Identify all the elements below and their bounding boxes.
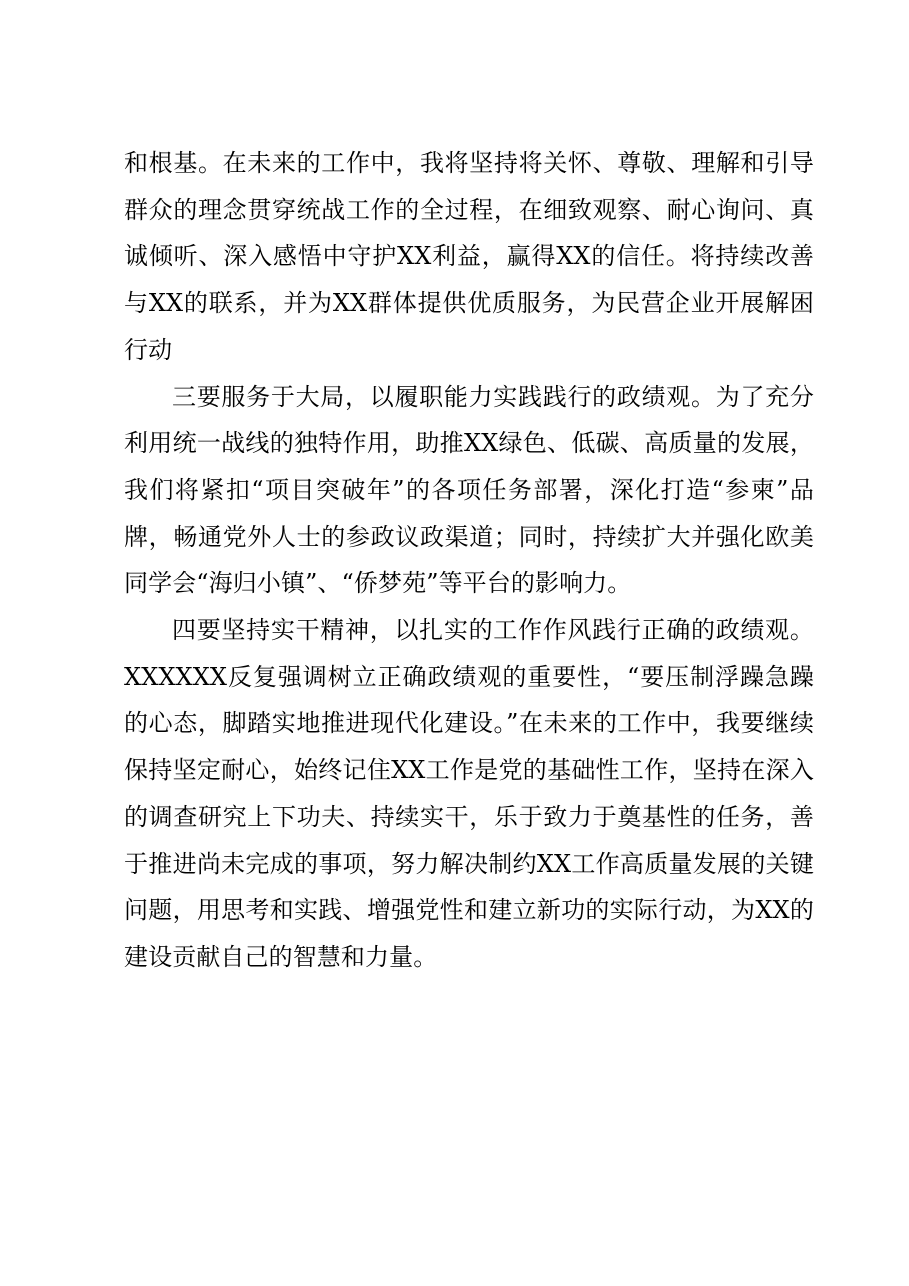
paragraph-continuation: 和根基。在未来的工作中，我将坚持将关怀、尊敬、理解和引导群众的理念贯穿统战工作的全过程，在细致观察、耐心询问、真诚倾听、深入感悟中守护XX利益，赢得XX的信任。将持续改善与XX的联系，并为XX群体提供优质服务，为民营企业开展解困行动 — [124, 149, 814, 364]
paragraph-point-four: 四要坚持实干精神，以扎实的工作作风践行正确的政绩观。XXXXXX反复强调树立正确政绩观的重要性，“要压制浮躁急躁的心态，脚踏实地推进现代化建设。”在未来的工作中，我要继续保持坚定耐心，始终记住XX工作是党的基础性工作，坚持在深入的调查研究上下功夫、持续实干，乐于致力于奠基性的任务，善于推进尚未完成的事项，努力解决制约XX工作高质量发展的关键问题，用思考和实践、增强党性和建立新功的实际行动，为XX的建设贡献自己的智慧和力量。 — [124, 616, 814, 971]
paragraph-point-three: 三要服务于大局，以履职能力实践践行的政绩观。为了充分利用统一战线的独特作用，助推XX绿色、低碳、高质量的发展，我们将紧扣“项目突破年”的各项任务部署，深化打造“参柬”品牌，畅通党外人士的参政议政渠道；同时，持续扩大并强化欧美同学会“海归小镇”、“侨梦苑”等平台的影响力。 — [124, 382, 814, 598]
document-body — [124, 140, 814, 981]
